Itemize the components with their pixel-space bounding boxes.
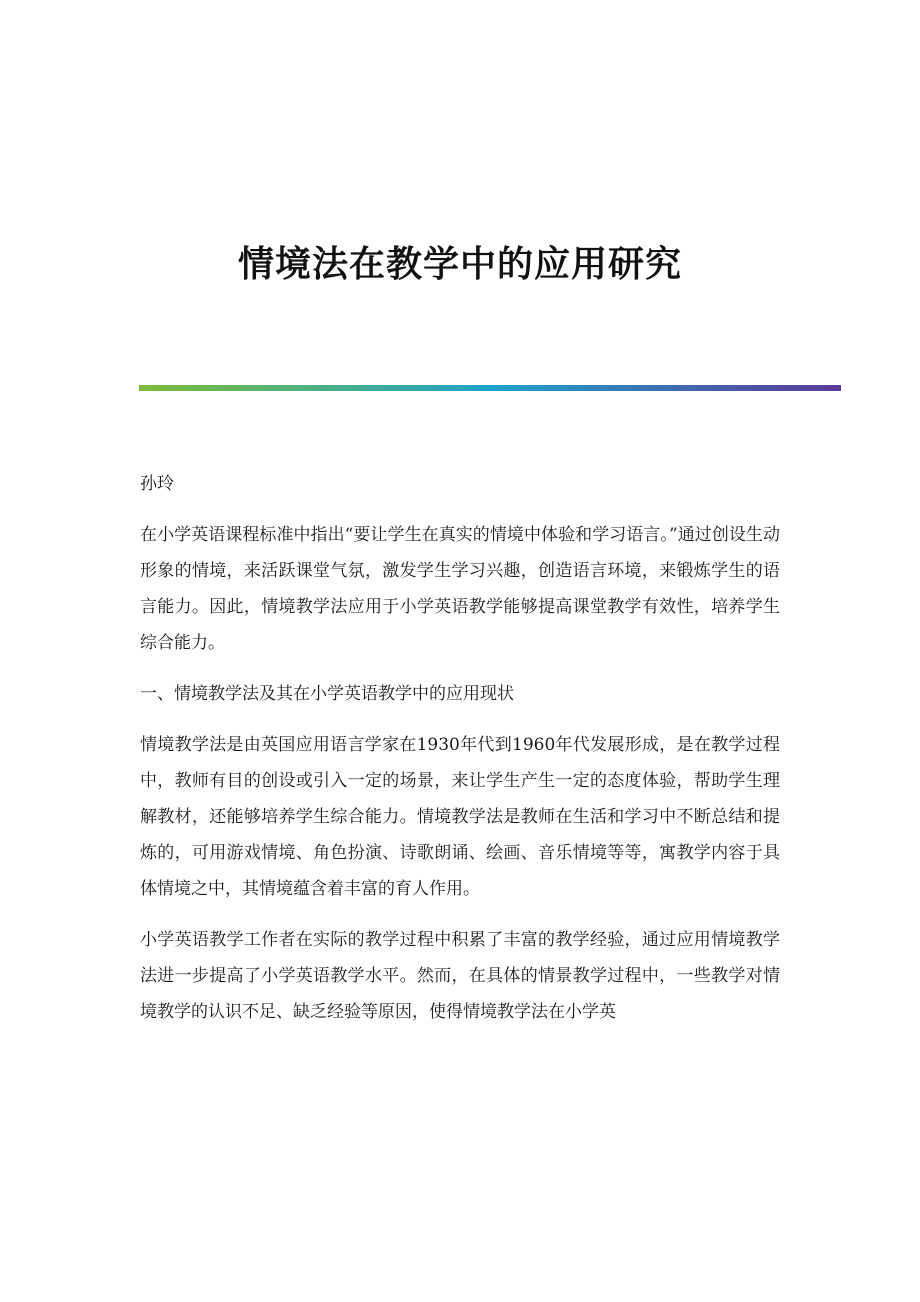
paragraph-intro: 在小学英语课程标准中指出“要让学生在真实的情境中体验和学习语言。”通过创设生动形象的情境，来活跃课堂气氛，激发学生学习兴趣，创造语言环境，来锻炼学生的语言能力。因此，情境教学法应用于小学英语教学能够提高课堂教学有效性，培养学生综合能力。 — [140, 525, 780, 653]
author-name: 孙玲 — [140, 474, 174, 494]
document-body — [140, 466, 780, 1045]
page-title: 情境法在教学中的应用研究 — [237, 243, 682, 286]
section-heading-1: 一、情境教学法及其在小学英语教学中的应用现状 — [140, 684, 514, 704]
paragraph-status: 小学英语教学工作者在实际的教学过程中积累了丰富的教学经验，通过应用情境教学法进一步提高了小学英语教学水平。然而，在具体的情景教学过程中，一些教学对情境教学的认识不足、缺乏经验等原因，使得情境教学法在小学英 — [140, 930, 780, 1022]
paragraph-definition: 情境教学法是由英国应用语言学家在1930年代到1960年代发展形成，是在教学过程中，教师有目的创设或引入一定的场景，来让学生产生一定的态度体验，帮助学生理解教材，还能够培养学生综合能力。情境教学法是教师在生活和学习中不断总结和提炼的，可用游戏情境、角色扮演、诗歌朗诵、绘画、音乐情境等等，寓教学内容于具体情境之中，其情境蕴含着丰富的育人作用。 — [140, 735, 780, 899]
title-divider — [139, 385, 841, 391]
